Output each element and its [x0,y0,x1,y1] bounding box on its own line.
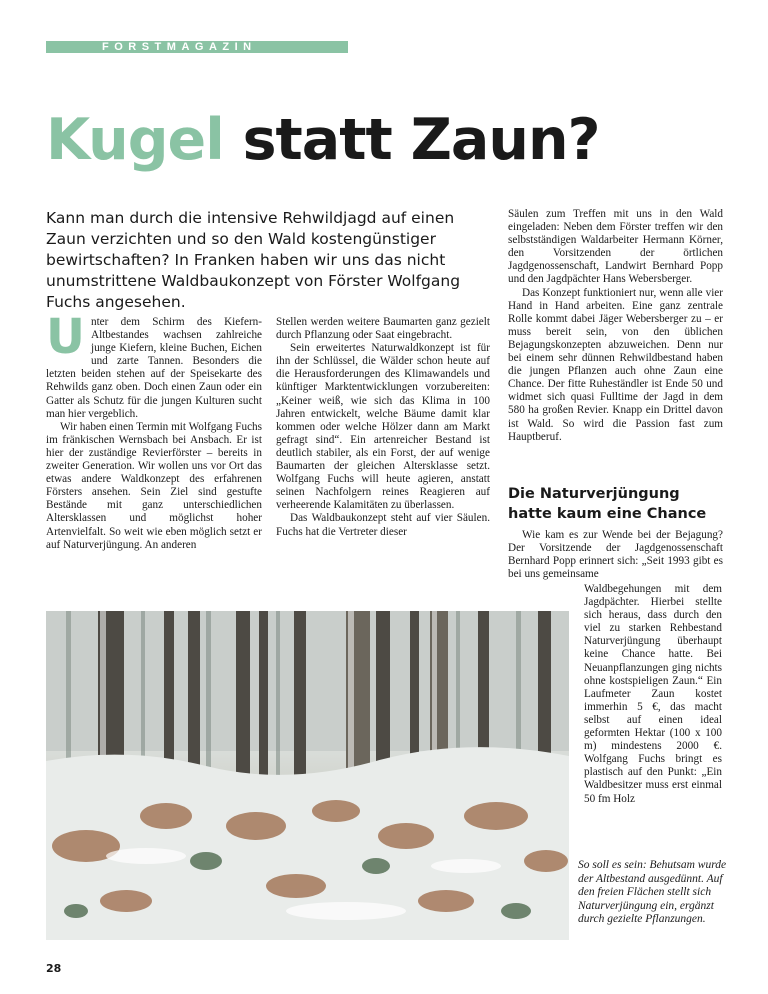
body-paragraph: Wie kam es zur Wende bei der Bejagung? Der Vorsitzende der Jagdgenossenschaft Bernhard Popp erinnert sich: „Seit 1993 gibt es bei uns gemeinsame [508,529,723,581]
text-column-4-narrow [584,583,722,806]
forest-photo [46,611,569,940]
body-paragraph: Waldbegehungen mit dem Jagdpächter. Hierbei stellte sich heraus, dass durch den viel zu starken Rehbestand Naturverjüngung überhaupt keine Chance hatte. Bei Neuanpflanzungen ging nichts ohne kostspieligen Zaun.“ Ein Laufmeter Zaun kostet immerhin 5 €, das macht selbst auf einen ideal geformten Hektar (100 x 100 m) mindestens 2000 €. Wolfgang Fuchs bringt es plastisch auf den Punkt: „Ein Waldbesitzer muss erst einmal 50 fm Holz [584,583,722,805]
lead-paragraph: Kann man durch die intensive Rehwildjagd auf einen Zaun verzichten und so den Wald kostengünstiger bewirtschaften? In Franken haben wir uns das nicht unumstrittene Waldbaukonzept von Förster Wolfgang Fuchs angesehen. [46,209,461,311]
article-title [46,104,600,176]
section-banner [46,41,348,53]
page-number: 28 [46,962,62,975]
body-paragraph: Sein erweitertes Naturwaldkonzept ist für ihn der Schlüssel, die Wälder schon heute auf die Herausforderungen des Klimawandels und künftiger Marktentwicklungen vorzubereiten: „Keiner weiß, wie sich das Klima in 100 Jahren entwickelt, welche Bäume damit klar kommen oder welche Hölzer dann am Markt gefragt sind“. Ein artenreicher Bestand ist deutlich stabiler, als ein Forst, der auf wenige Baumarten der gleichen Altersklasse setzt. Wolfgang Fuchs will heute agieren, anstatt seinen Nachfolgern reines Reagieren auf verheerende Kalamitäten zu überlassen. [276,342,490,512]
snowy-forest-illustration [46,611,569,940]
body-paragraph [46,309,262,421]
body-paragraph: Säulen zum Treffen mit uns in den Wald eingeladen: Neben dem Förster treffen wir den selbstständigen Waldarbeiter Hermann Körner, den Vorsitzenden der örtlichen Jagdgenossenschaft, Landwirt Bernhard Popp und den Jagdpächter Hans Webersberger. [508,208,723,286]
photo-caption: So soll es sein: Behutsam wurde der Altbestand ausgedünnt. Auf den freien Flächen stellt sich Naturverjüngung ein, ergänzt durch gezielte Pflanzungen. [578,859,727,926]
subheading: Die Naturverjüngung hatte kaum eine Chance [508,486,707,522]
body-paragraph: Das Waldbaukonzept steht auf vier Säulen. Fuchs hat die Vertreter dieser [276,512,490,538]
drop-cap: U [46,309,85,365]
text-column-3-continued [508,529,723,581]
section-label: FORSTMAGAZIN [102,41,257,53]
body-paragraph: Das Konzept funktioniert nur, wenn alle vier Hand in Hand arbeiten. Eine ganz zentrale Rolle kommt dabei Jäger Webersberger zu – er muss bereit sein, von den üblichen Bejagungskonzepten abzuweichen. Denn nur bei einem sehr dünnen Rehwildbestand haben die jungen Pflanzen auch ohne Zaun eine Chance. Der fitte Ruheständler ist Ende 50 und widmet sich quasi Fulltime der Jagd in dem 580 ha großen Revier. Knapp ein Drittel davon ist Wald. So wird die Passion fast zum Hauptberuf. [508,286,723,443]
body-paragraph: Stellen werden weitere Baumarten ganz gezielt durch Pflanzung oder Saat eingebracht. [276,316,490,342]
text-column-3 [508,208,723,444]
title-accent-word: Kugel [46,107,224,173]
body-paragraph: Wir haben einen Termin mit Wolfgang Fuchs im fränkischen Wernsbach bei Ansbach. Er ist hier der zuständige Revierförster – bereits in zweiter Generation. Wir wollen uns vor Ort das etwas andere Waldkonzept des erfahrenen Försters ansehen. Sein Ziel sind gestufte Bestände mit ganz unterschiedlichen Altersklassen und möglichst hoher Artenvielfalt. So weit wie eben möglich setzt er auf Naturverjüngung. An anderen [46,420,262,551]
text-column-2 [276,316,490,539]
paragraph-text: nter dem Schirm des Kiefern-Altbestandes wachsen zahlreiche junge Kiefern, kleine Buchen, Eichen und zarte Tannen. Besonders die letzten beiden stehen auf der Speisekarte des Rehwilds ganz oben. Doch einen Zaun oder ein Gatter als Schutz für die jungen Kulturen sucht man hier vergeblich. [46,316,262,420]
text-column-1 [46,309,262,552]
title-rest: statt Zaun? [242,107,600,173]
